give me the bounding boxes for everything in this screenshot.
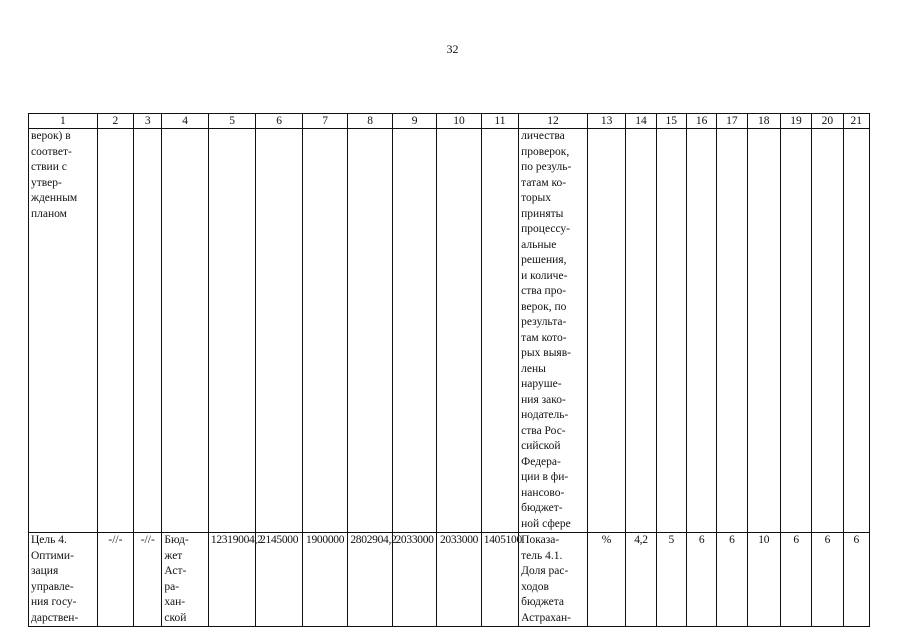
indicator-value-cell: 6 [843, 533, 869, 627]
indicator-value-cell: 6 [812, 533, 843, 627]
header-cell: 3 [134, 114, 162, 129]
header-cell: 14 [626, 114, 656, 129]
table-cell [437, 129, 481, 533]
amount-cell: 2145000 [256, 533, 302, 627]
table-cell [256, 129, 302, 533]
table-cell [162, 129, 208, 533]
table-cell [208, 129, 256, 533]
indicator-value-cell: 6 [780, 533, 811, 627]
header-cell: 20 [812, 114, 843, 129]
table-cell [392, 129, 436, 533]
goal-description-cell: Цель 4. Оптими- зация управле- ния госу- дарствен- [29, 533, 98, 627]
table-cell [302, 129, 347, 533]
amount-cell: 1405100 [481, 533, 518, 627]
header-cell: 10 [437, 114, 481, 129]
ditto-cell: -//- [97, 533, 133, 627]
amount-cell: 1900000 [302, 533, 347, 627]
ditto-cell: -//- [134, 533, 162, 627]
amount-cell: 2802904,2 [348, 533, 392, 627]
indicator-value-cell: 10 [747, 533, 780, 627]
table-row [29, 129, 870, 533]
table-cell [97, 129, 133, 533]
table-cell [686, 129, 716, 533]
header-cell: 4 [162, 114, 208, 129]
amount-cell: 2033000 [392, 533, 436, 627]
scan-artifact [360, 0, 520, 4]
indicator-value-cell: 5 [656, 533, 686, 627]
table-cell [812, 129, 843, 533]
header-cell: 16 [686, 114, 716, 129]
indicator-value-cell: 6 [717, 533, 747, 627]
table-cell [587, 129, 625, 533]
table-cell [656, 129, 686, 533]
header-cell: 19 [780, 114, 811, 129]
document-table [28, 113, 870, 627]
header-cell: 9 [392, 114, 436, 129]
header-cell: 12 [519, 114, 588, 129]
amount-cell: 2033000 [437, 533, 481, 627]
amount-cell: 12319004,2 [208, 533, 256, 627]
table-cell [780, 129, 811, 533]
goal-description-cell: верок) в соответ- ствии с утвер- жденным планом [29, 129, 98, 533]
header-cell: 2 [97, 114, 133, 129]
table-cell [134, 129, 162, 533]
header-cell: 11 [481, 114, 518, 129]
header-cell: 17 [717, 114, 747, 129]
header-row [29, 114, 870, 129]
header-cell: 7 [302, 114, 347, 129]
page-number: 32 [446, 42, 459, 56]
indicator-description-cell: Показа- тель 4.1. Доля рас- ходов бюджета Астрахан- [519, 533, 588, 627]
funding-source-cell: Бюд- жет Аст- ра- хан- ской [162, 533, 208, 627]
header-cell: 5 [208, 114, 256, 129]
table-cell [717, 129, 747, 533]
header-cell: 21 [843, 114, 869, 129]
table-cell [843, 129, 869, 533]
indicator-value-cell: 4,2 [626, 533, 656, 627]
table-row [29, 533, 870, 627]
indicator-value-cell: 6 [686, 533, 716, 627]
header-cell: 6 [256, 114, 302, 129]
header-cell: 18 [747, 114, 780, 129]
table-cell [747, 129, 780, 533]
unit-cell: % [587, 533, 625, 627]
header-cell: 15 [656, 114, 686, 129]
table-cell [626, 129, 656, 533]
header-cell: 1 [29, 114, 98, 129]
header-cell: 13 [587, 114, 625, 129]
table-cell [348, 129, 392, 533]
table-cell [481, 129, 518, 533]
indicator-description-cell: личества проверок, по резуль- татам ко- торых приняты процессу- альные решения, и количе- ства про- верок, по результа- там кото- рых выяв- лены наруше- ния зако- нодатель- ства Рос- сийской Федера- ции в фи- нансово- бюджет- ной сфере [519, 129, 588, 533]
header-cell: 8 [348, 114, 392, 129]
